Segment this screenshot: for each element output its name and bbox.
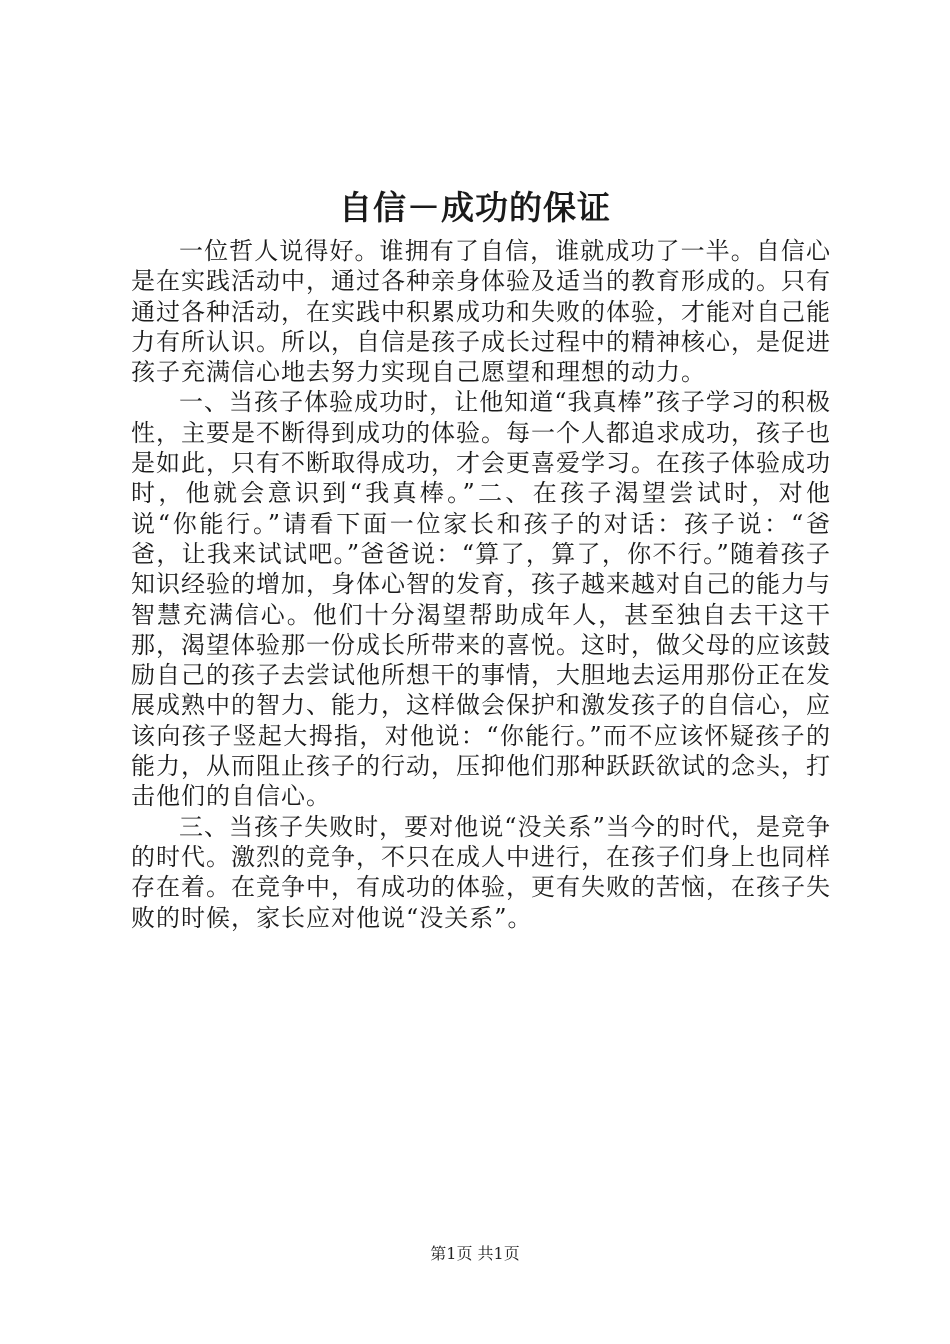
paragraph-failure: 三、当孩子失败时，要对他说“没关系”当今的时代，是竞争的时代。激烈的竞争，不只在成人中进行，在孩子们身上也同样存在着。在竞争中，有成功的体验，更有失败的苦恼，在孩子失败的时候，家长应对他说“没关系”。 (131, 812, 831, 932)
paragraph-intro: 一位哲人说得好。谁拥有了自信，谁就成功了一半。自信心是在实践活动中，通过各种亲身体验及适当的教育形成的。只有通过各种活动，在实践中积累成功和失败的体验，才能对自己能力有所认识。所以，自信是孩子成长过程中的精神核心，是促进孩子充满信心地去努力实现自己愿望和理想的动力。 (131, 237, 831, 387)
paragraph-success: 一、当孩子体验成功时，让他知道“我真棒”孩子学习的积极性，主要是不断得到成功的体验。每一个人都追求成功，孩子也是如此，只有不断取得成功，才会更喜爱学习。在孩子体验成功时，他就会意识到“我真棒。”二、在孩子渴望尝试时，对他说“你能行。”请看下面一位家长和孩子的对话：孩子说：“爸爸，让我来试试吧。”爸爸说：“算了，算了，你不行。”随着孩子知识经验的增加，身体心智的发育，孩子越来越对自己的能力与智慧充满信心。他们十分渴望帮助成年人，甚至独自去干这干那，渴望体验那一份成长所带来的喜悦。这时，做父母的应该鼓励自己的孩子去尝试他所想干的事情，大胆地去运用那份正在发展成熟中的智力、能力，这样做会保护和激发孩子的自信心，应该向孩子竖起大拇指，对他说：“你能行。”而不应该怀疑孩子的能力，从而阻止孩子的行动，压抑他们那种跃跃欲试的念头，打击他们的自信心。 (131, 388, 831, 811)
document-title: 自信－成功的保证 (339, 188, 611, 227)
document-body (131, 236, 831, 933)
page-number-footer: 第1页 共1页 (430, 1244, 520, 1263)
